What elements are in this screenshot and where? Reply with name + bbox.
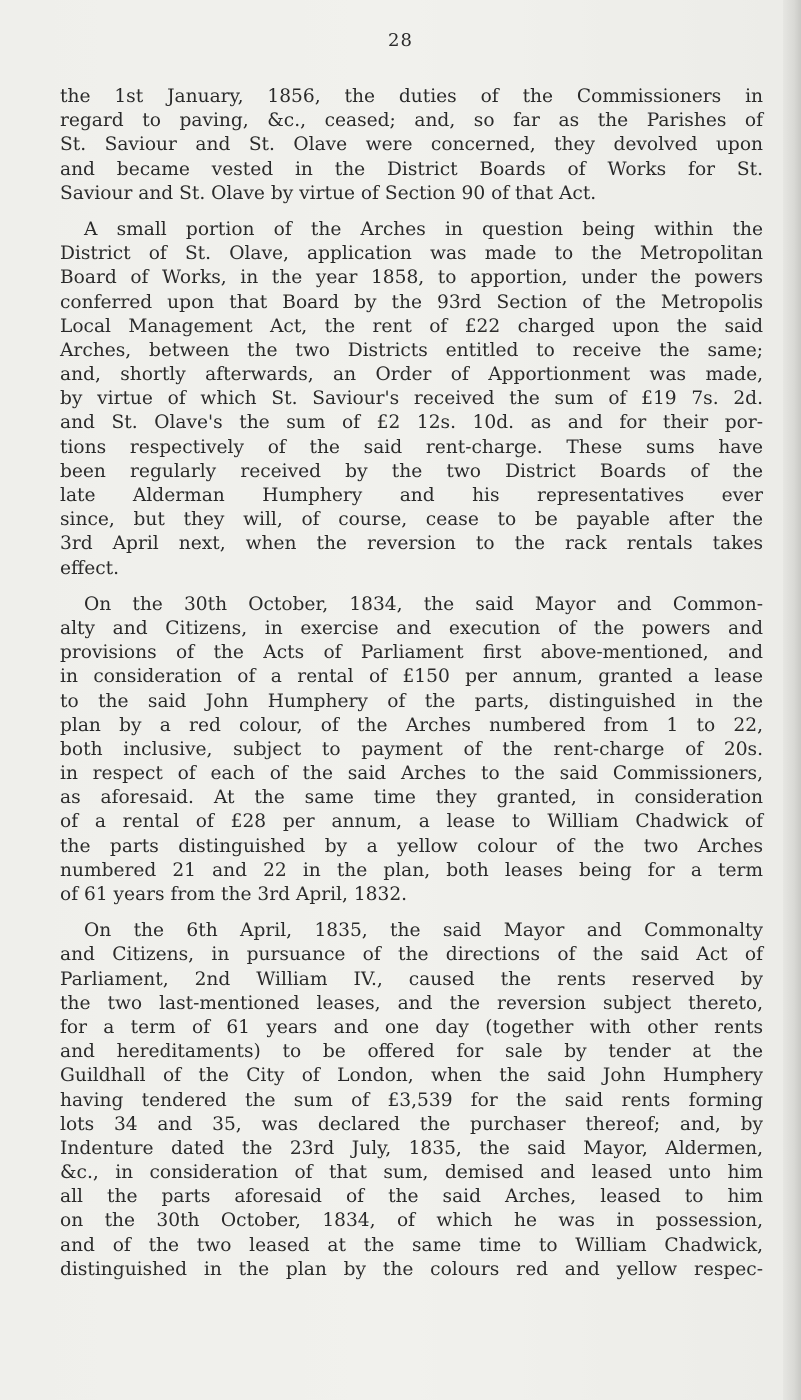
paragraph-4 bbox=[60, 919, 763, 1282]
text-line: 3rd April next, when the reversion to the rack rentals takes bbox=[60, 533, 763, 555]
text-line: plan by a red colour, of the Arches numbered from 1 to 22, bbox=[60, 714, 763, 736]
text-line: the parts distinguished by a yellow colour of the two Arches bbox=[60, 835, 763, 857]
text-line: St. Saviour and St. Olave were concerned, they devolved upon bbox=[60, 134, 763, 156]
text-line: and, shortly afterwards, an Order of Apportionment was made, bbox=[60, 364, 763, 386]
text-line: late Alderman Humphery and his representatives ever bbox=[60, 485, 763, 506]
text-line: the two last-mentioned leases, and the reversion subject thereto, bbox=[60, 992, 763, 1014]
text-line: all the parts aforesaid of the said Arches, leased to him bbox=[60, 1186, 763, 1208]
text-line: regard to paving, &c., ceased; and, so far as the Parishes of bbox=[60, 110, 763, 132]
text-line: On the 6th April, 1835, the said Mayor and Commonalty bbox=[84, 920, 763, 942]
text-line: On the 30th October, 1834, the said Mayor and Common- bbox=[84, 593, 763, 615]
body-text bbox=[60, 85, 763, 1282]
text-line: of 61 years from the 3rd April, 1832. bbox=[60, 884, 408, 905]
text-line: Parliament, 2nd William IV., caused the rents reserved by bbox=[60, 968, 763, 990]
text-line: on the 30th October, 1834, of which he was in possession, bbox=[60, 1210, 763, 1232]
text-line: and of the two leased at the same time to William Chadwick, bbox=[60, 1234, 763, 1256]
text-line: by virtue of which St. Saviour's received the sum of £19 7s. 2d. bbox=[60, 388, 763, 410]
text-line: to the said John Humphery of the parts, distinguished in the bbox=[60, 690, 763, 712]
text-line: and St. Olave's the sum of £2 12s. 10d. as and for their por- bbox=[60, 412, 763, 434]
text-line: for a term of 61 years and one day (together with other rents bbox=[60, 1016, 763, 1038]
text-line: lots 34 and 35, was declared the purchaser thereof; and, by bbox=[60, 1113, 763, 1135]
text-line: both inclusive, subject to payment of the rent-charge of 20s. bbox=[60, 738, 763, 760]
page-edge bbox=[783, 0, 801, 1400]
text-line: in consideration of a rental of £150 per annum, granted a lease bbox=[60, 666, 763, 688]
text-line: alty and Citizens, in exercise and execution of the powers and bbox=[60, 617, 763, 639]
text-line: as aforesaid. At the same time they granted, in consideration bbox=[60, 787, 763, 809]
text-line: Guildhall of the City of London, when the said John Humphery bbox=[60, 1065, 763, 1087]
text-line: and became vested in the District Boards of Works for St. bbox=[60, 158, 763, 180]
text-line: and hereditaments) to be offered for sale by tender at the bbox=[60, 1041, 763, 1063]
paragraph-3 bbox=[60, 593, 763, 907]
text-line: conferred upon that Board by the 93rd Section of the Metropolis bbox=[60, 291, 763, 313]
text-line: the 1st January, 1856, the duties of the Commissioners in bbox=[60, 86, 763, 107]
paragraph-1 bbox=[60, 85, 763, 206]
text-line: District of St. Olave, application was made to the Metropolitan bbox=[60, 243, 763, 265]
text-line: numbered 21 and 22 in the plan, both leases being for a term bbox=[60, 859, 763, 881]
text-line: Saviour and St. Olave by virtue of Section 90 of that Act. bbox=[60, 182, 597, 204]
text-line: distinguished in the plan by the colours red and yellow respec- bbox=[60, 1258, 763, 1280]
page-number: 28 bbox=[388, 30, 413, 51]
paragraph-2 bbox=[60, 218, 763, 581]
text-line: Arches, between the two Districts entitled to receive the same; bbox=[60, 339, 763, 361]
text-line: since, but they will, of course, cease to be payable after the bbox=[60, 509, 763, 531]
text-line: effect. bbox=[60, 557, 120, 579]
text-line: &c., in consideration of that sum, demised and leased unto him bbox=[60, 1162, 763, 1184]
text-line: provisions of the Acts of Parliament first above-mentioned, and bbox=[60, 642, 763, 664]
text-line: tions respectively of the said rent-charge. These sums have bbox=[60, 436, 763, 458]
text-line: been regularly received by the two District Boards of the bbox=[60, 460, 763, 482]
text-line: A small portion of the Arches in question being within the bbox=[84, 218, 763, 240]
text-line: Board of Works, in the year 1858, to apportion, under the powers bbox=[60, 267, 763, 289]
text-line: Indenture dated the 23rd July, 1835, the said Mayor, Aldermen, bbox=[60, 1137, 763, 1159]
text-line: of a rental of £28 per annum, a lease to William Chadwick of bbox=[60, 811, 763, 833]
text-line: Local Management Act, the rent of £22 charged upon the said bbox=[60, 315, 763, 337]
text-line: in respect of each of the said Arches to the said Commissioners, bbox=[60, 763, 763, 785]
text-line: and Citizens, in pursuance of the directions of the said Act of bbox=[60, 944, 763, 966]
text-line: having tendered the sum of £3,539 for the said rents forming bbox=[60, 1089, 763, 1111]
